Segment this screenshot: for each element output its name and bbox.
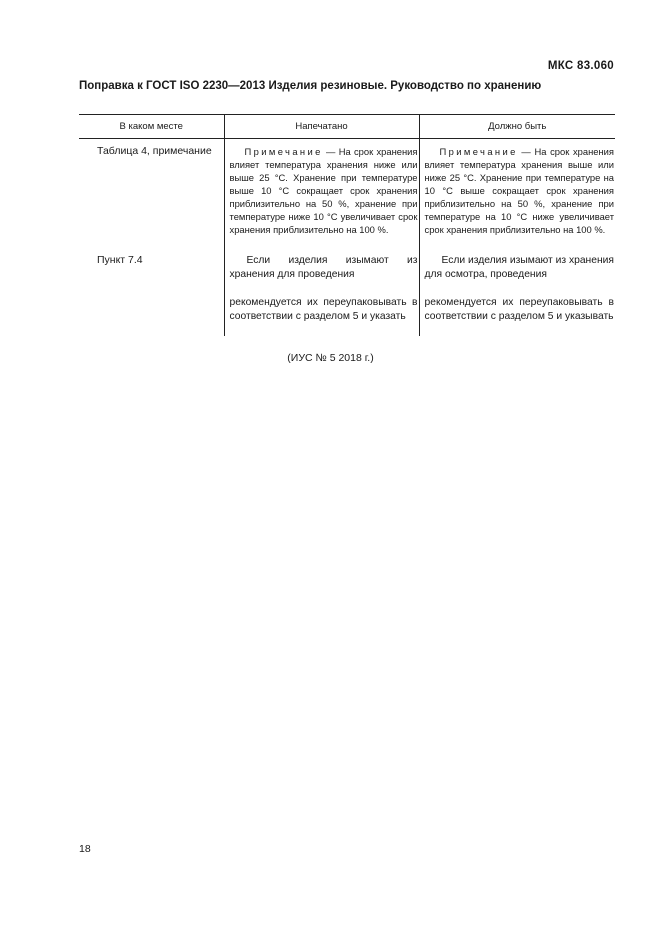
printed-paragraph-2: рекомендуется их переупаковывать в соответствии с разделом 5 и указать bbox=[229, 297, 418, 322]
row-place: Таблица 4, примечание bbox=[97, 145, 212, 157]
printed-note bbox=[230, 145, 418, 236]
row-place: Пункт 7.4 bbox=[97, 254, 143, 266]
row-printed-cell bbox=[224, 139, 419, 249]
row-should-be-cell bbox=[419, 139, 615, 249]
note-text: — На срок хранения влияет температура хранения ниже или выше 25 °С. Хранение при температуре выше 10 °С сокращает срок хранения приблизительно на 50 %, хранение при температуре ниже 10 °С увеличивает срок хранения приблизительно на 100 %. bbox=[229, 146, 418, 235]
table-row bbox=[79, 139, 615, 249]
should-be-paragraph-2: рекомендуется их переупаковывать в соответствии с разделом 5 и указывать bbox=[424, 297, 614, 322]
table-header-row bbox=[79, 115, 615, 139]
page-number: 18 bbox=[79, 843, 91, 855]
correction-table bbox=[79, 114, 615, 336]
row-should-be-cell bbox=[419, 248, 615, 336]
note-text: — На срок хранения влияет температура хранения выше или ниже 25 °С. Хранение при температуре на 10 °С выше сокращает срок хранения приблизительно на 50 %, хранение при температуре на 10 °С ниже увеличивает срок хранения приблизительно на 100 %. bbox=[424, 146, 614, 235]
printed-paragraph-1: Если изделия изымают из хранения для проведения bbox=[229, 255, 418, 280]
note-label: Примечание bbox=[439, 146, 518, 157]
column-header-place: В каком месте bbox=[79, 115, 224, 139]
table-row bbox=[79, 248, 615, 336]
ius-reference: (ИУС № 5 2018 г.) bbox=[287, 352, 374, 364]
note-label: Примечание bbox=[244, 146, 323, 157]
mks-code: МКС 83.060 bbox=[547, 60, 614, 72]
should-be-note bbox=[425, 145, 615, 236]
row-printed-cell bbox=[224, 248, 419, 336]
document-title: Поправка к ГОСТ ISO 2230—2013 Изделия резиновые. Руководство по хранению bbox=[79, 80, 542, 92]
column-header-should-be: Должно быть bbox=[419, 115, 615, 139]
column-header-printed: Напечатано bbox=[224, 115, 419, 139]
should-be-paragraph-1: Если изделия изымают из хранения для осмотра, проведения bbox=[424, 255, 614, 280]
